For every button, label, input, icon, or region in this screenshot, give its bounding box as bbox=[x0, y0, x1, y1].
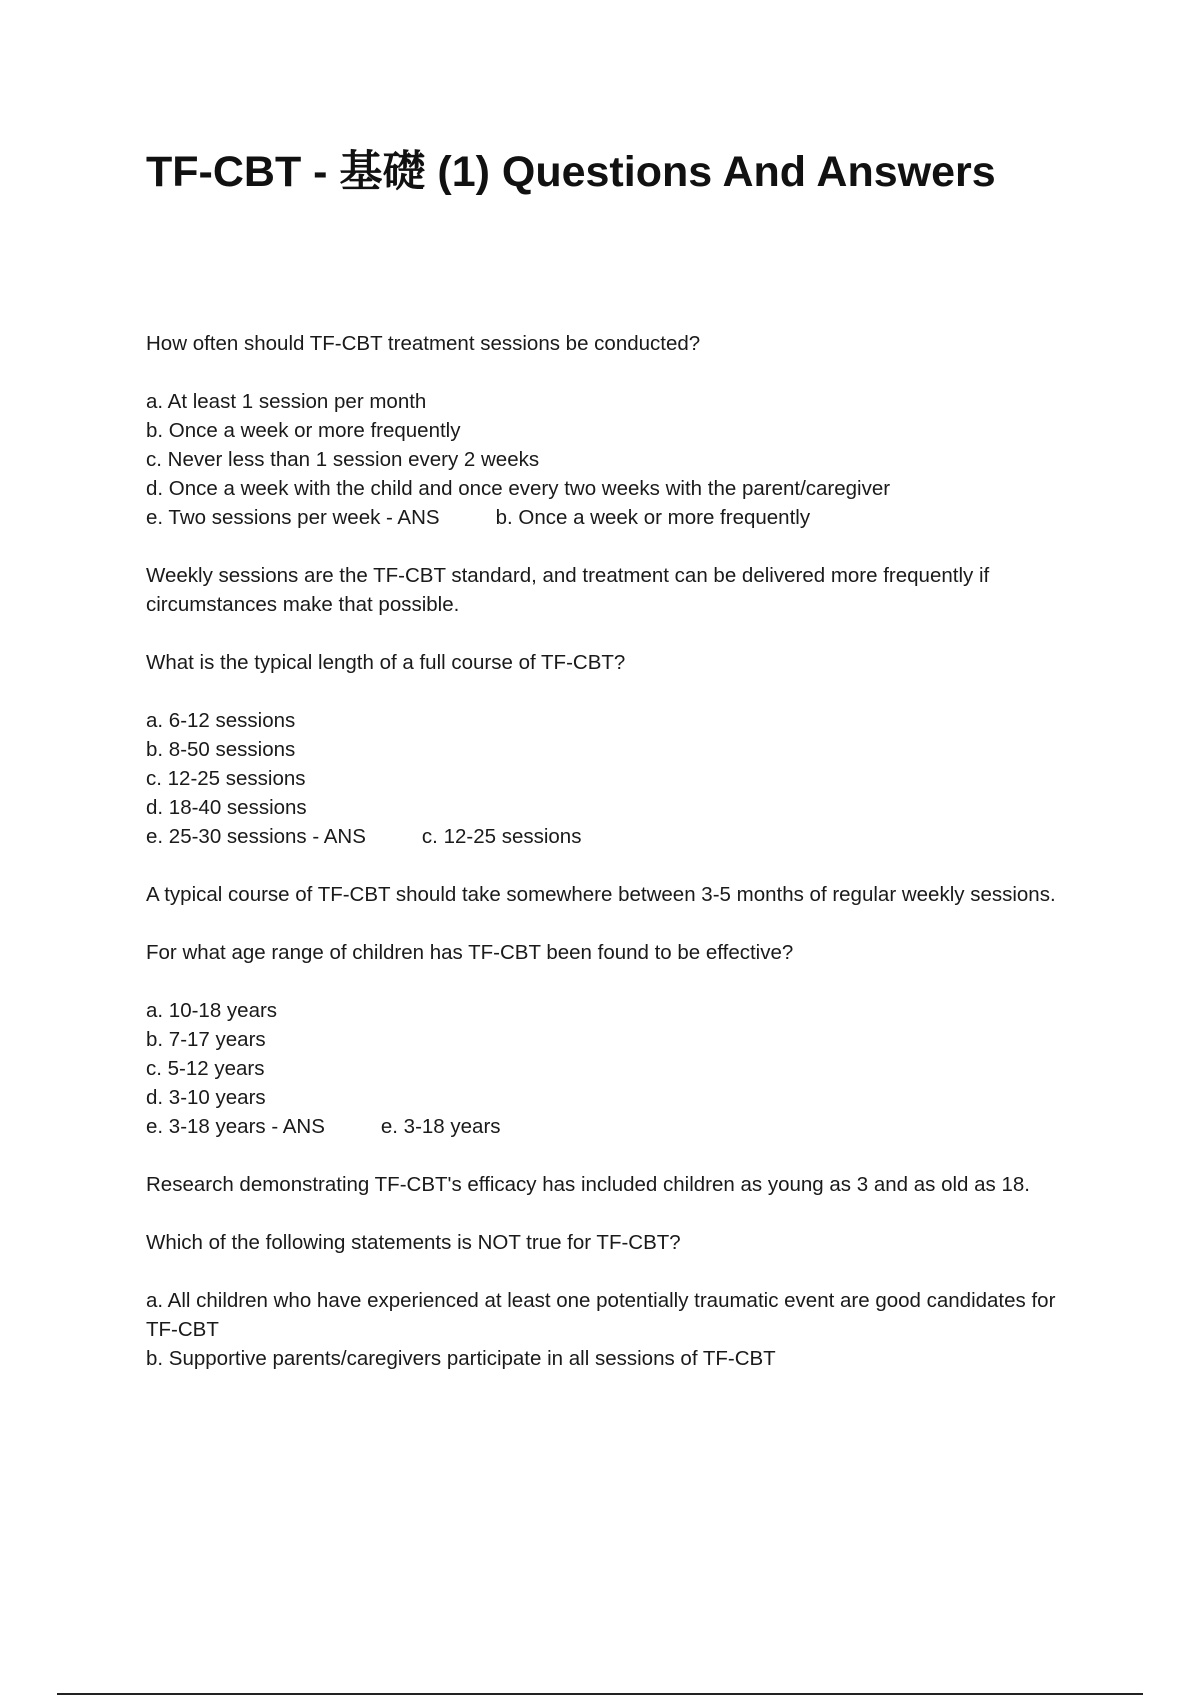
document-body bbox=[146, 329, 1066, 1402]
option-item: b. 7-17 years bbox=[146, 1028, 266, 1051]
option-list bbox=[146, 1286, 1066, 1373]
explanation-text: Weekly sessions are the TF-CBT standard, and treatment can be delivered more frequently if circumstances make that possible. bbox=[146, 564, 990, 616]
page-bottom-divider bbox=[57, 1693, 1143, 1695]
option-item: c. 5-12 years bbox=[146, 1057, 265, 1080]
option-item: b. 8-50 sessions bbox=[146, 738, 296, 761]
option-list bbox=[146, 387, 1066, 532]
option-item: c. 12-25 sessions bbox=[146, 767, 306, 790]
question-block bbox=[146, 1228, 1066, 1373]
explanation-text: A typical course of TF-CBT should take somewhere between 3-5 months of regular weekly sessions. bbox=[146, 883, 1056, 906]
option-item: d. 3-10 years bbox=[146, 1086, 266, 1109]
question-block bbox=[146, 329, 1066, 619]
question-text: For what age range of children has TF-CBT been found to be effective? bbox=[146, 941, 794, 964]
option-item: e. 3-18 years - ANS bbox=[146, 1115, 325, 1138]
option-item: e. 25-30 sessions - ANS bbox=[146, 825, 366, 848]
option-item: a. 10-18 years bbox=[146, 999, 278, 1022]
option-item: d. 18-40 sessions bbox=[146, 796, 307, 819]
answer-text: b. Once a week or more frequently bbox=[495, 506, 811, 529]
option-item: c. Never less than 1 session every 2 weeks bbox=[146, 448, 540, 471]
document-title: TF-CBT - 基礎 (1) Questions And Answers bbox=[146, 148, 996, 196]
answer-text: e. 3-18 years bbox=[380, 1115, 501, 1138]
option-item-with-answer bbox=[146, 1112, 1066, 1141]
answer-text: c. 12-25 sessions bbox=[421, 825, 582, 848]
question-text: How often should TF-CBT treatment sessions be conducted? bbox=[146, 332, 701, 355]
option-list bbox=[146, 996, 1066, 1141]
option-item: a. All children who have experienced at least one potentially traumatic event are good candidates for TF-CBT bbox=[146, 1289, 1056, 1341]
question-text: Which of the following statements is NOT true for TF-CBT? bbox=[146, 1231, 681, 1254]
option-list bbox=[146, 706, 1066, 851]
question-text: What is the typical length of a full course of TF-CBT? bbox=[146, 651, 626, 674]
question-block bbox=[146, 648, 1066, 909]
option-item-with-answer bbox=[146, 503, 1066, 532]
question-block bbox=[146, 938, 1066, 1199]
option-item: b. Once a week or more frequently bbox=[146, 419, 461, 442]
option-item-with-answer bbox=[146, 822, 1066, 851]
option-item: e. Two sessions per week - ANS bbox=[146, 506, 440, 529]
option-item: b. Supportive parents/caregivers participate in all sessions of TF-CBT bbox=[146, 1347, 776, 1370]
option-item: a. 6-12 sessions bbox=[146, 709, 296, 732]
option-item: a. At least 1 session per month bbox=[146, 390, 427, 413]
option-item: d. Once a week with the child and once every two weeks with the parent/caregiver bbox=[146, 477, 891, 500]
explanation-text: Research demonstrating TF-CBT's efficacy has included children as young as 3 and as old as 18. bbox=[146, 1173, 1030, 1196]
